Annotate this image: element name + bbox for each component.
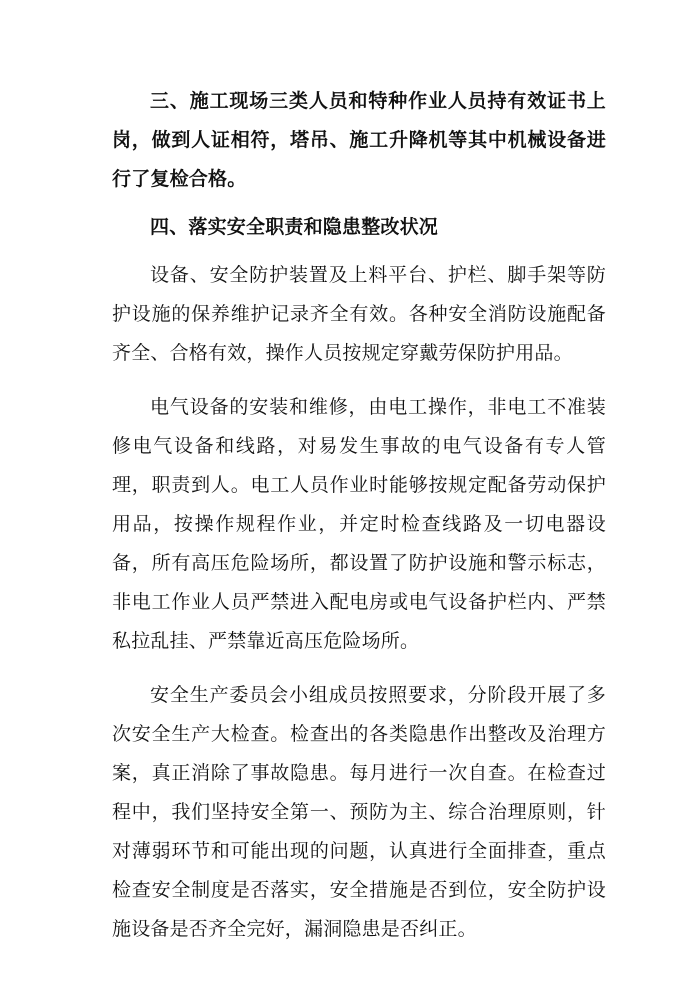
section-four-heading: 四、落实安全职责和隐患整改状况 [150,216,439,238]
safety-committee-paragraph: 安全生产委员会小组成员按照要求，分阶段开展了多次安全生产大检查。检查出的各类隐患作出整改及治理方案，真正消除了事故隐患。每月进行一次自查。在检查过程中，我们坚持安全第一、预防为主、综合治理原则，针对薄弱环节和可能出现的问题，认真进行全面排查，重点检查安全制度是否落实，安全措施是否到位，安全防护设施设备是否齐全完好，漏洞隐患是否纠正。 [112,684,606,940]
section-three-paragraph: 三、施工现场三类人员和特种作业人员持有效证书上岗，做到人证相符，塔吊、施工升降机等其中机械设备进行了复检合格。 [112,90,606,190]
equipment-maintenance-paragraph: 设备、安全防护装置及上料平台、护栏、脚手架等防护设施的保养维护记录齐全有效。各种安全消防设施配备齐全、合格有效，操作人员按规定穿戴劳保防护用品。 [112,264,606,364]
electrical-equipment-paragraph: 电气设备的安装和维修，由电工操作，非电工不准装修电气设备和线路，对易发生事故的电气设备有专人管理，职责到人。电工人员作业时能够按规定配备劳动保护用品，按操作规程作业，并定时检查线路及一切电器设备，所有高压危险场所，都设置了防护设施和警示标志，非电工作业人员严禁进入配电房或电气设备护栏内、严禁私拉乱挂、严禁靠近高压危险场所。 [112,396,606,652]
